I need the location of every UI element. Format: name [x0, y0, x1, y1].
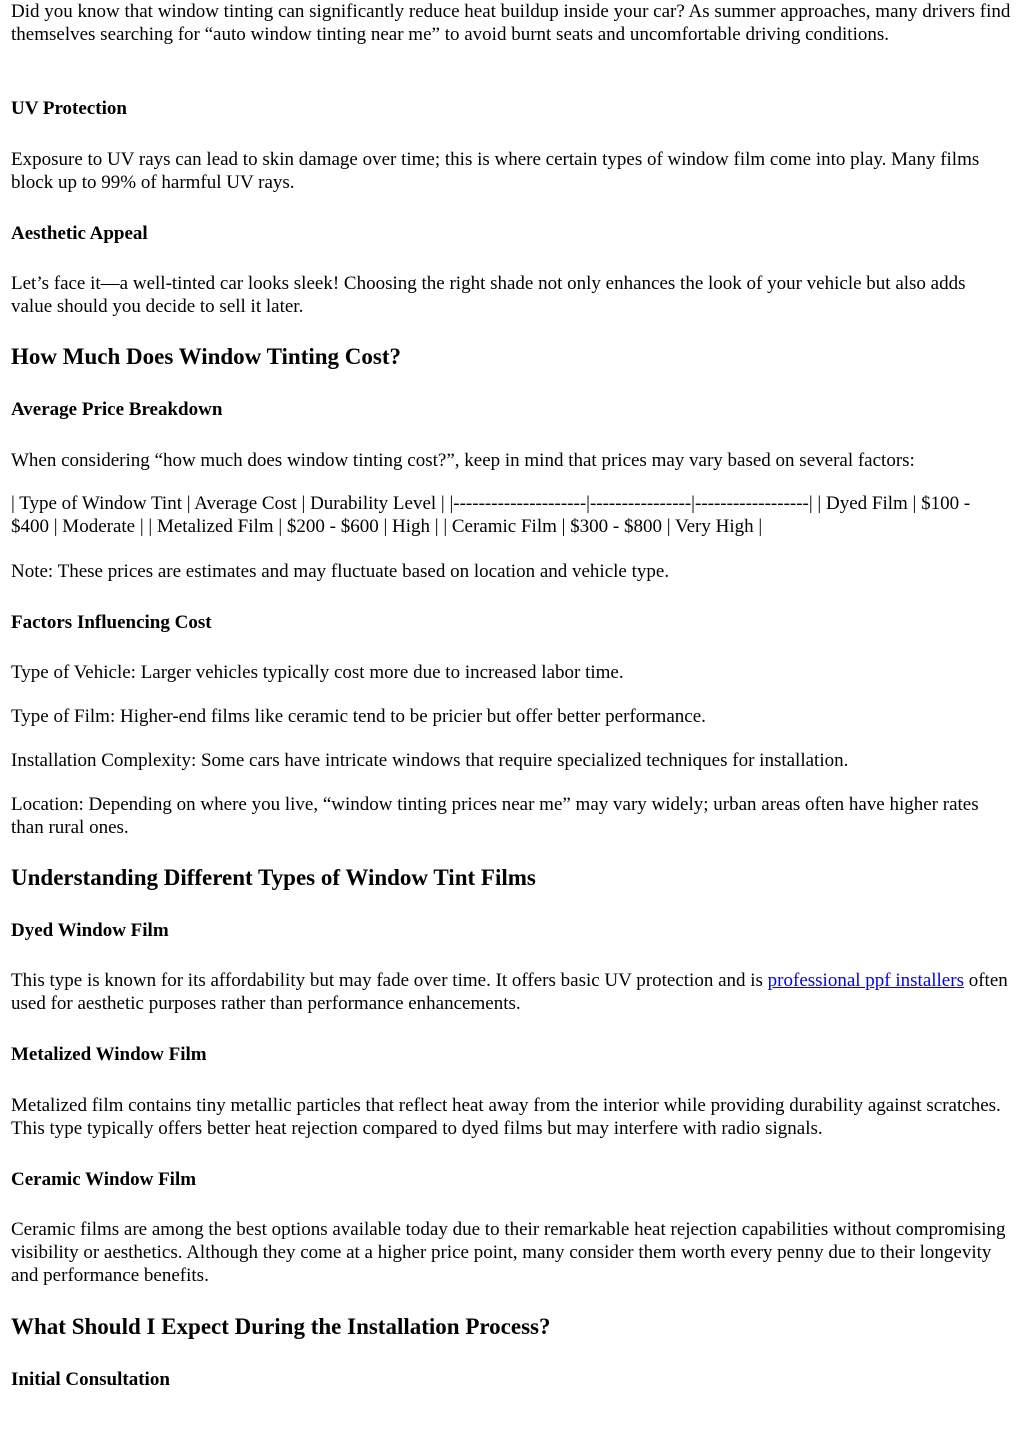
initial-consultation-heading: Initial Consultation [11, 1369, 170, 1390]
factor-film-paragraph: Type of Film: Higher-end films like ceramic tend to be pricier but offer better performance. [11, 706, 706, 727]
dyed-film-paragraph [11, 969, 1011, 1015]
price-note-paragraph: Note: These prices are estimates and may fluctuate based on location and vehicle type. [11, 561, 670, 582]
price-table-text: | Type of Window Tint | Average Cost | Durability Level | |---------------------|----------------|------------------| | Dyed Film | $100 - $400 | Moderate | | Metalized Film | $200 - $600 | High | | Ceramic Film | $300 - $800 | Very High | [11, 493, 971, 537]
factors-heading: Factors Influencing Cost [11, 612, 212, 633]
factor-install-paragraph: Installation Complexity: Some cars have intricate windows that require specialized techniques for installation. [11, 750, 849, 771]
factor-vehicle-paragraph: Type of Vehicle: Larger vehicles typically cost more due to increased labor time. [11, 662, 624, 683]
average-price-paragraph: When considering “how much does window tinting cost?”, keep in mind that prices may vary based on several factors: [11, 450, 915, 471]
dyed-film-heading: Dyed Window Film [11, 920, 169, 941]
aesthetic-appeal-paragraph: Let’s face it—a well-tinted car looks sleek! Choosing the right shade not only enhances the look of your vehicle but also adds value should you decide to sell it later. [11, 273, 966, 317]
uv-protection-paragraph: Exposure to UV rays can lead to skin damage over time; this is where certain types of window film come into play. Many films block up to 99% of harmful UV rays. [11, 149, 980, 193]
intro-heat-paragraph: Did you know that window tinting can significantly reduce heat buildup inside your car? As summer approaches, many drivers find themselves searching for “auto window tinting near me” to avoid burnt seats and uncomfortable driving conditions. [11, 1, 1011, 45]
uv-protection-heading: UV Protection [11, 98, 127, 119]
average-price-heading: Average Price Breakdown [11, 399, 223, 420]
types-section-heading: Understanding Different Types of Window Tint Films [11, 865, 536, 890]
dyed-text-after: often used for aesthetic purposes rather than performance enhancements. [11, 970, 1008, 1014]
aesthetic-appeal-heading: Aesthetic Appeal [11, 223, 148, 244]
professional-ppf-installers-link[interactable]: professional ppf installers [767, 970, 964, 991]
ceramic-film-heading: Ceramic Window Film [11, 1169, 197, 1190]
factor-location-paragraph: Location: Depending on where you live, “window tinting prices near me” may vary widely; urban areas often have higher rates than rural ones. [11, 794, 979, 838]
metalized-film-paragraph: Metalized film contains tiny metallic particles that reflect heat away from the interior while providing durability against scratches. This type typically offers better heat rejection compared to dyed films but may interfere with radio signals. [11, 1095, 1001, 1139]
cost-section-heading: How Much Does Window Tinting Cost? [11, 344, 402, 369]
dyed-text-before: This type is known for its affordability but may fade over time. It offers basic UV protection and is [11, 970, 768, 991]
ceramic-film-paragraph: Ceramic films are among the best options available today due to their remarkable heat rejection capabilities without compromising visibility or aesthetics. Although they come at a higher price point, many consider them worth every penny due to their longevity and performance benefits. [11, 1219, 1006, 1286]
installation-section-heading: What Should I Expect During the Installation Process? [11, 1314, 551, 1339]
metalized-film-heading: Metalized Window Film [11, 1044, 207, 1065]
